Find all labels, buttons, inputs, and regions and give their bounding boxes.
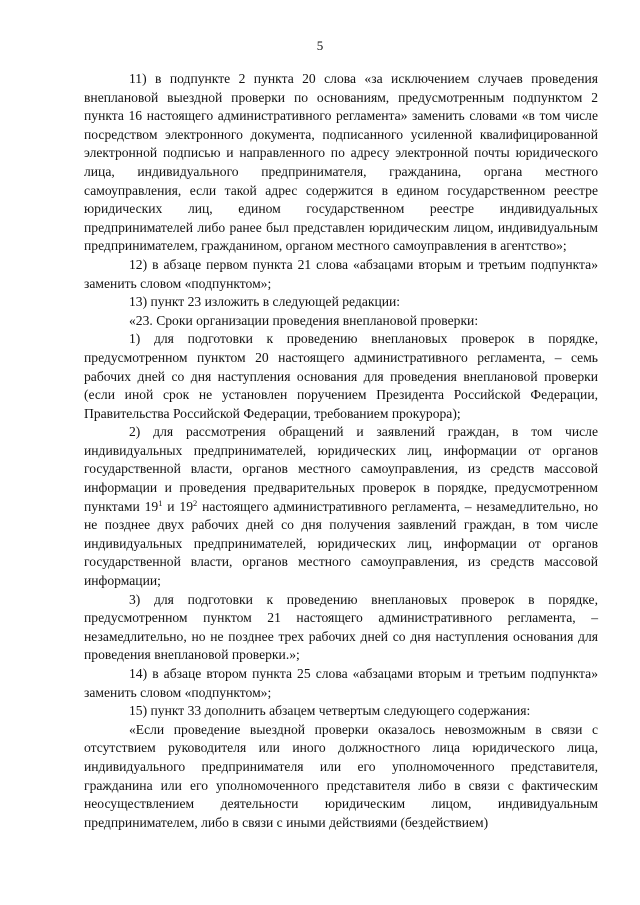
- superscript-1: 1: [158, 497, 163, 508]
- paragraph-23-item-2: [84, 423, 598, 590]
- item-2-text-mid: и 19: [162, 498, 194, 514]
- paragraph-15: 15) пункт 33 дополнить абзацем четвертым следующего содержания:: [129, 703, 531, 719]
- paragraph-13: 13) пункт 23 изложить в следующей редакции:: [129, 294, 401, 310]
- paragraph-23-heading: «23. Сроки организации проведения внеплановой проверки:: [129, 312, 479, 328]
- superscript-2: 2: [193, 497, 198, 508]
- item-2-text-start: 2) для рассмотрения обращений и заявлений граждан, в том числе индивидуальных предпринимателей, юридических лиц, информации от органов государственной власти, органов местного самоуправления, из средств массовой информации и проведения предварительных проверок в порядке, предусмотренном пунктами 19: [84, 424, 598, 514]
- paragraph-14: 14) в абзаце втором пункта 25 слова «абзацами вторым и третьим подпункта» заменить словом «подпунктом»;: [84, 666, 598, 700]
- document-body: [84, 70, 598, 832]
- paragraph-33-addition: «Если проведение выездной проверки оказалось невозможным в связи с отсутствием руководителя или иного должностного лица юридического лица, индивидуального предпринимателя или его уполномоченного представителя, гражданина или его уполномоченного представителя либо в связи с фактическим неосуществлением деятельности юридическим лицом, индивидуальным предпринимателем, либо в связи с иными действиями (бездействием): [84, 721, 598, 830]
- page-number: 5: [316, 38, 324, 53]
- paragraph-12: 12) в абзаце первом пункта 21 слова «абзацами вторым и третьим подпункта» заменить словом «подпунктом»;: [84, 256, 598, 291]
- item-2-text-end: настоящего административного регламента, – незамедлительно, но не позднее двух рабочих дней со дня получения заявлений граждан, в том числе индивидуальных предпринимателей, юридических лиц, информации от органов государственной власти, органов местного самоуправления, из средств массовой информации;: [84, 498, 599, 589]
- paragraph-23-item-1: 1) для подготовки к проведению внеплановых проверок в порядке, предусмотренном пунктом 20 настоящего административного регламента, – семь рабочих дней со дня наступления основания для проведения внеплановой проверки (если иной срок не установлен поручением Президента Российской Федерации, Правительства Российской Федерации, требованием прокурора);: [84, 331, 598, 421]
- paragraph-11: 11) в подпункте 2 пункта 20 слова «за исключением случаев проведения внеплановой выездной проверки по основаниям, предусмотренным подпунктом 2 пункта 16 настоящего административного регламента» заменить словами «в том числе посредством электронного документа, подписанного усиленной квалифицированной электронной подписью и направленного по адресу электронной почты юридического лица, индивидуального предпринимателя, гражданина, органа местного самоуправления, если такой адрес содержится в едином государственном реестре юридических лиц, едином государственном реестре индивидуальных предпринимателей либо ранее был представлен юридическим лицом, индивидуальным предпринимателем, гражданином, органом местного самоуправления в агентство»;: [84, 71, 598, 254]
- paragraph-23-item-3: 3) для подготовки к проведению внеплановых проверок в порядке, предусмотренном пунктом 21 настоящего административного регламента, – незамедлительно, но не позднее трех рабочих дней со дня наступления основания для проведения внеплановой проверки.»;: [84, 591, 598, 663]
